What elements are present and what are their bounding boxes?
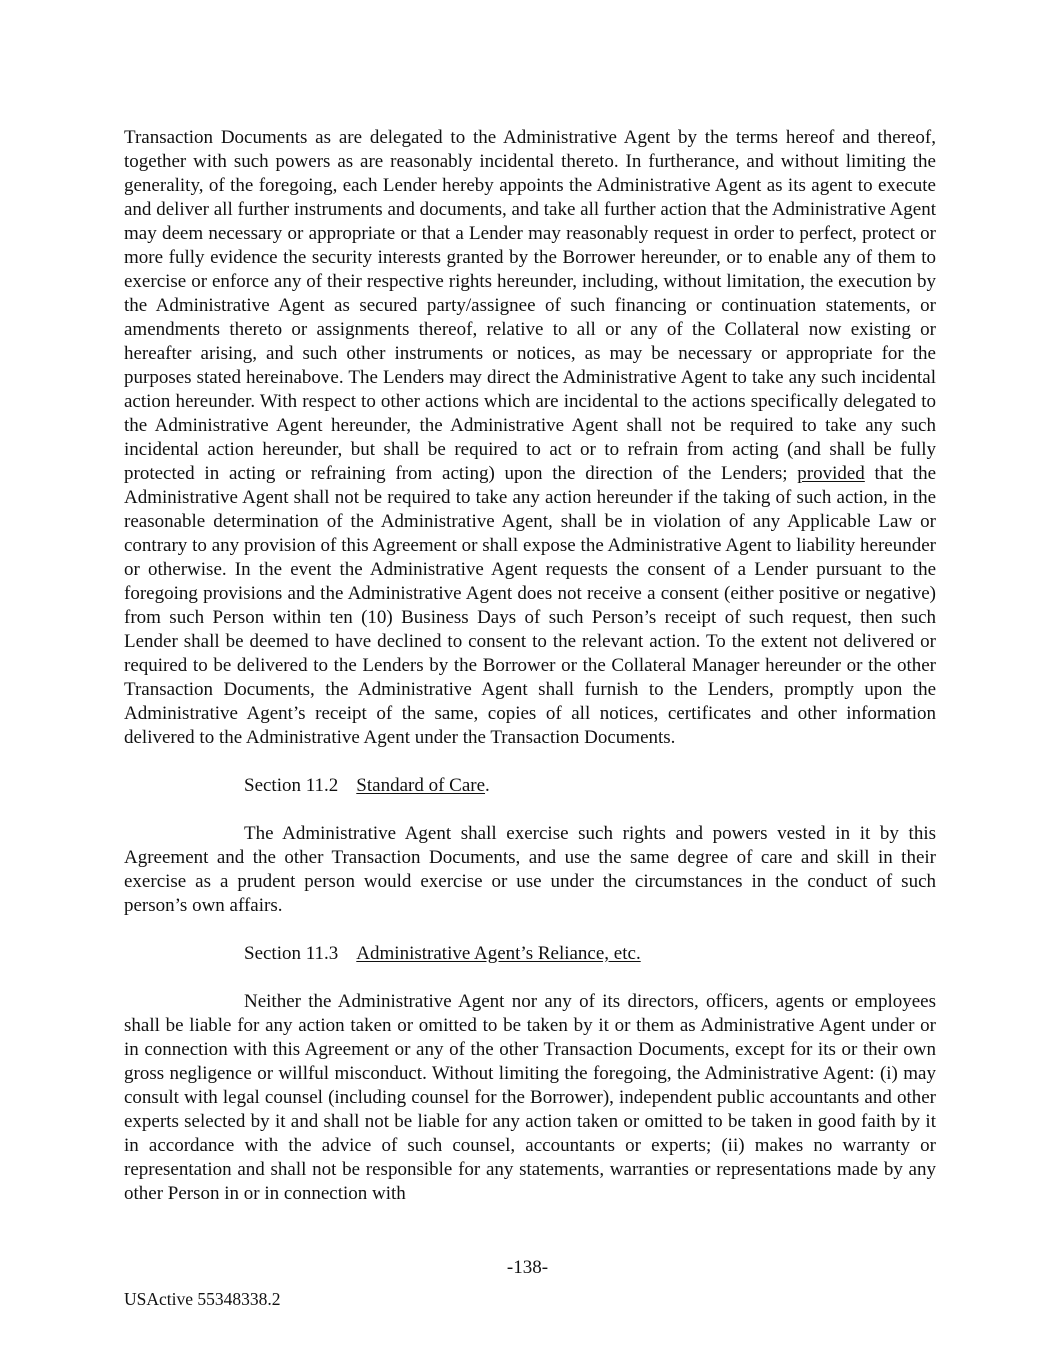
- paragraph-continuation: [124, 126, 936, 750]
- section-11-2-title: Standard of Care: [356, 775, 486, 796]
- document-id-footer: USActive 55348338.2: [124, 1289, 281, 1309]
- section-11-3-number: Section 11.3: [244, 943, 339, 964]
- page-number: -138-: [506, 1257, 549, 1278]
- para1-text-after-provided: that the Administrative Agent shall not be required to take any action hereunder if the taking of such action, in the reasonable determination of the Administrative Agent, shall be in violation of any Applicable Law or contrary to any provision of this Agreement or shall expose the Administrative Agent to liability hereunder or otherwise. In the event the Administrative Agent requests the consent of a Lender pursuant to the foregoing provisions and the Administrative Agent does not receive a consent (either positive or negative) from such Person within ten (10) Business Days of such Person’s receipt of such request, then such Lender shall be deemed to have declined to consent to the relevant action. To the extent not delivered or required to be delivered to the Lenders by the Borrower or the Collateral Manager hereunder or the other Transaction Documents, the Administrative Agent shall furnish to the Lenders, promptly upon the Administrative Agent’s receipt of the same, copies of all notices, certificates and other information delivered to the Administrative Agent under the Transaction Documents.: [124, 463, 937, 748]
- paragraph-standard-of-care: The Administrative Agent shall exercise such rights and powers vested in it by this Agreement and the other Transaction Documents, and use the same degree of care and skill in their exercise as a prudent person would exercise or use under the circumstances in the conduct of such person’s own affairs.: [124, 823, 936, 916]
- paragraph-reliance: Neither the Administrative Agent nor any of its directors, officers, agents or employees shall be liable for any action taken or omitted to be taken by it or them as Administrative Agent under or in connection with this Agreement or any of the other Transaction Documents, except for its or their own gross negligence or willful misconduct. Without limiting the foregoing, the Administrative Agent: (i) may consult with legal counsel (including counsel for the Borrower), independent public accountants and other experts selected by it and shall not be liable for any action taken or omitted to be taken in good faith by it in accordance with the advice of such counsel, accountants or experts; (ii) makes no warranty or representation and shall not be responsible for any statements, warranties or representations made by any other Person in or in connection with: [124, 991, 936, 1204]
- section-11-2-heading: [124, 774, 936, 798]
- section-11-3-heading: [124, 942, 936, 966]
- document-body: [124, 126, 936, 1230]
- section-11-2-period: .: [485, 775, 490, 796]
- para1-provided-underlined: provided: [797, 463, 865, 484]
- section-11-3-title: Administrative Agent’s Reliance, etc.: [356, 943, 641, 964]
- section-11-2-number: Section 11.2: [244, 775, 339, 796]
- para1-text-before-provided: Transaction Documents as are delegated to the Administrative Agent by the terms hereof and thereof, together with such powers as are reasonably incidental thereto. In furtherance, and without limiting the generality, of the foregoing, each Lender hereby appoints the Administrative Agent as its agent to execute and deliver all further instruments and documents, and take all further action that the Administrative Agent may deem necessary or appropriate or that a Lender may reasonably request in order to perfect, protect or more fully evidence the security interests granted by the Borrower hereunder, or to enable any of them to exercise or enforce any of their respective rights hereunder, including, without limitation, the execution by the Administrative Agent as secured party/assignee of such financing or continuation statements, or amendments thereto or assignments thereof, relative to all or any of the Collateral now existing or hereafter arising, and such other instruments or notices, as may be necessary or appropriate for the purposes stated hereinabove. The Lenders may direct the Administrative Agent to take any such incidental action hereunder. With respect to other actions which are incidental to the actions specifically delegated to the Administrative Agent hereunder, the Administrative Agent shall not be required to take any such incidental action hereunder, but shall be required to act or to refrain from acting (and shall be fully protected in acting or refraining from acting) upon the direction of the Lenders;: [124, 127, 936, 484]
